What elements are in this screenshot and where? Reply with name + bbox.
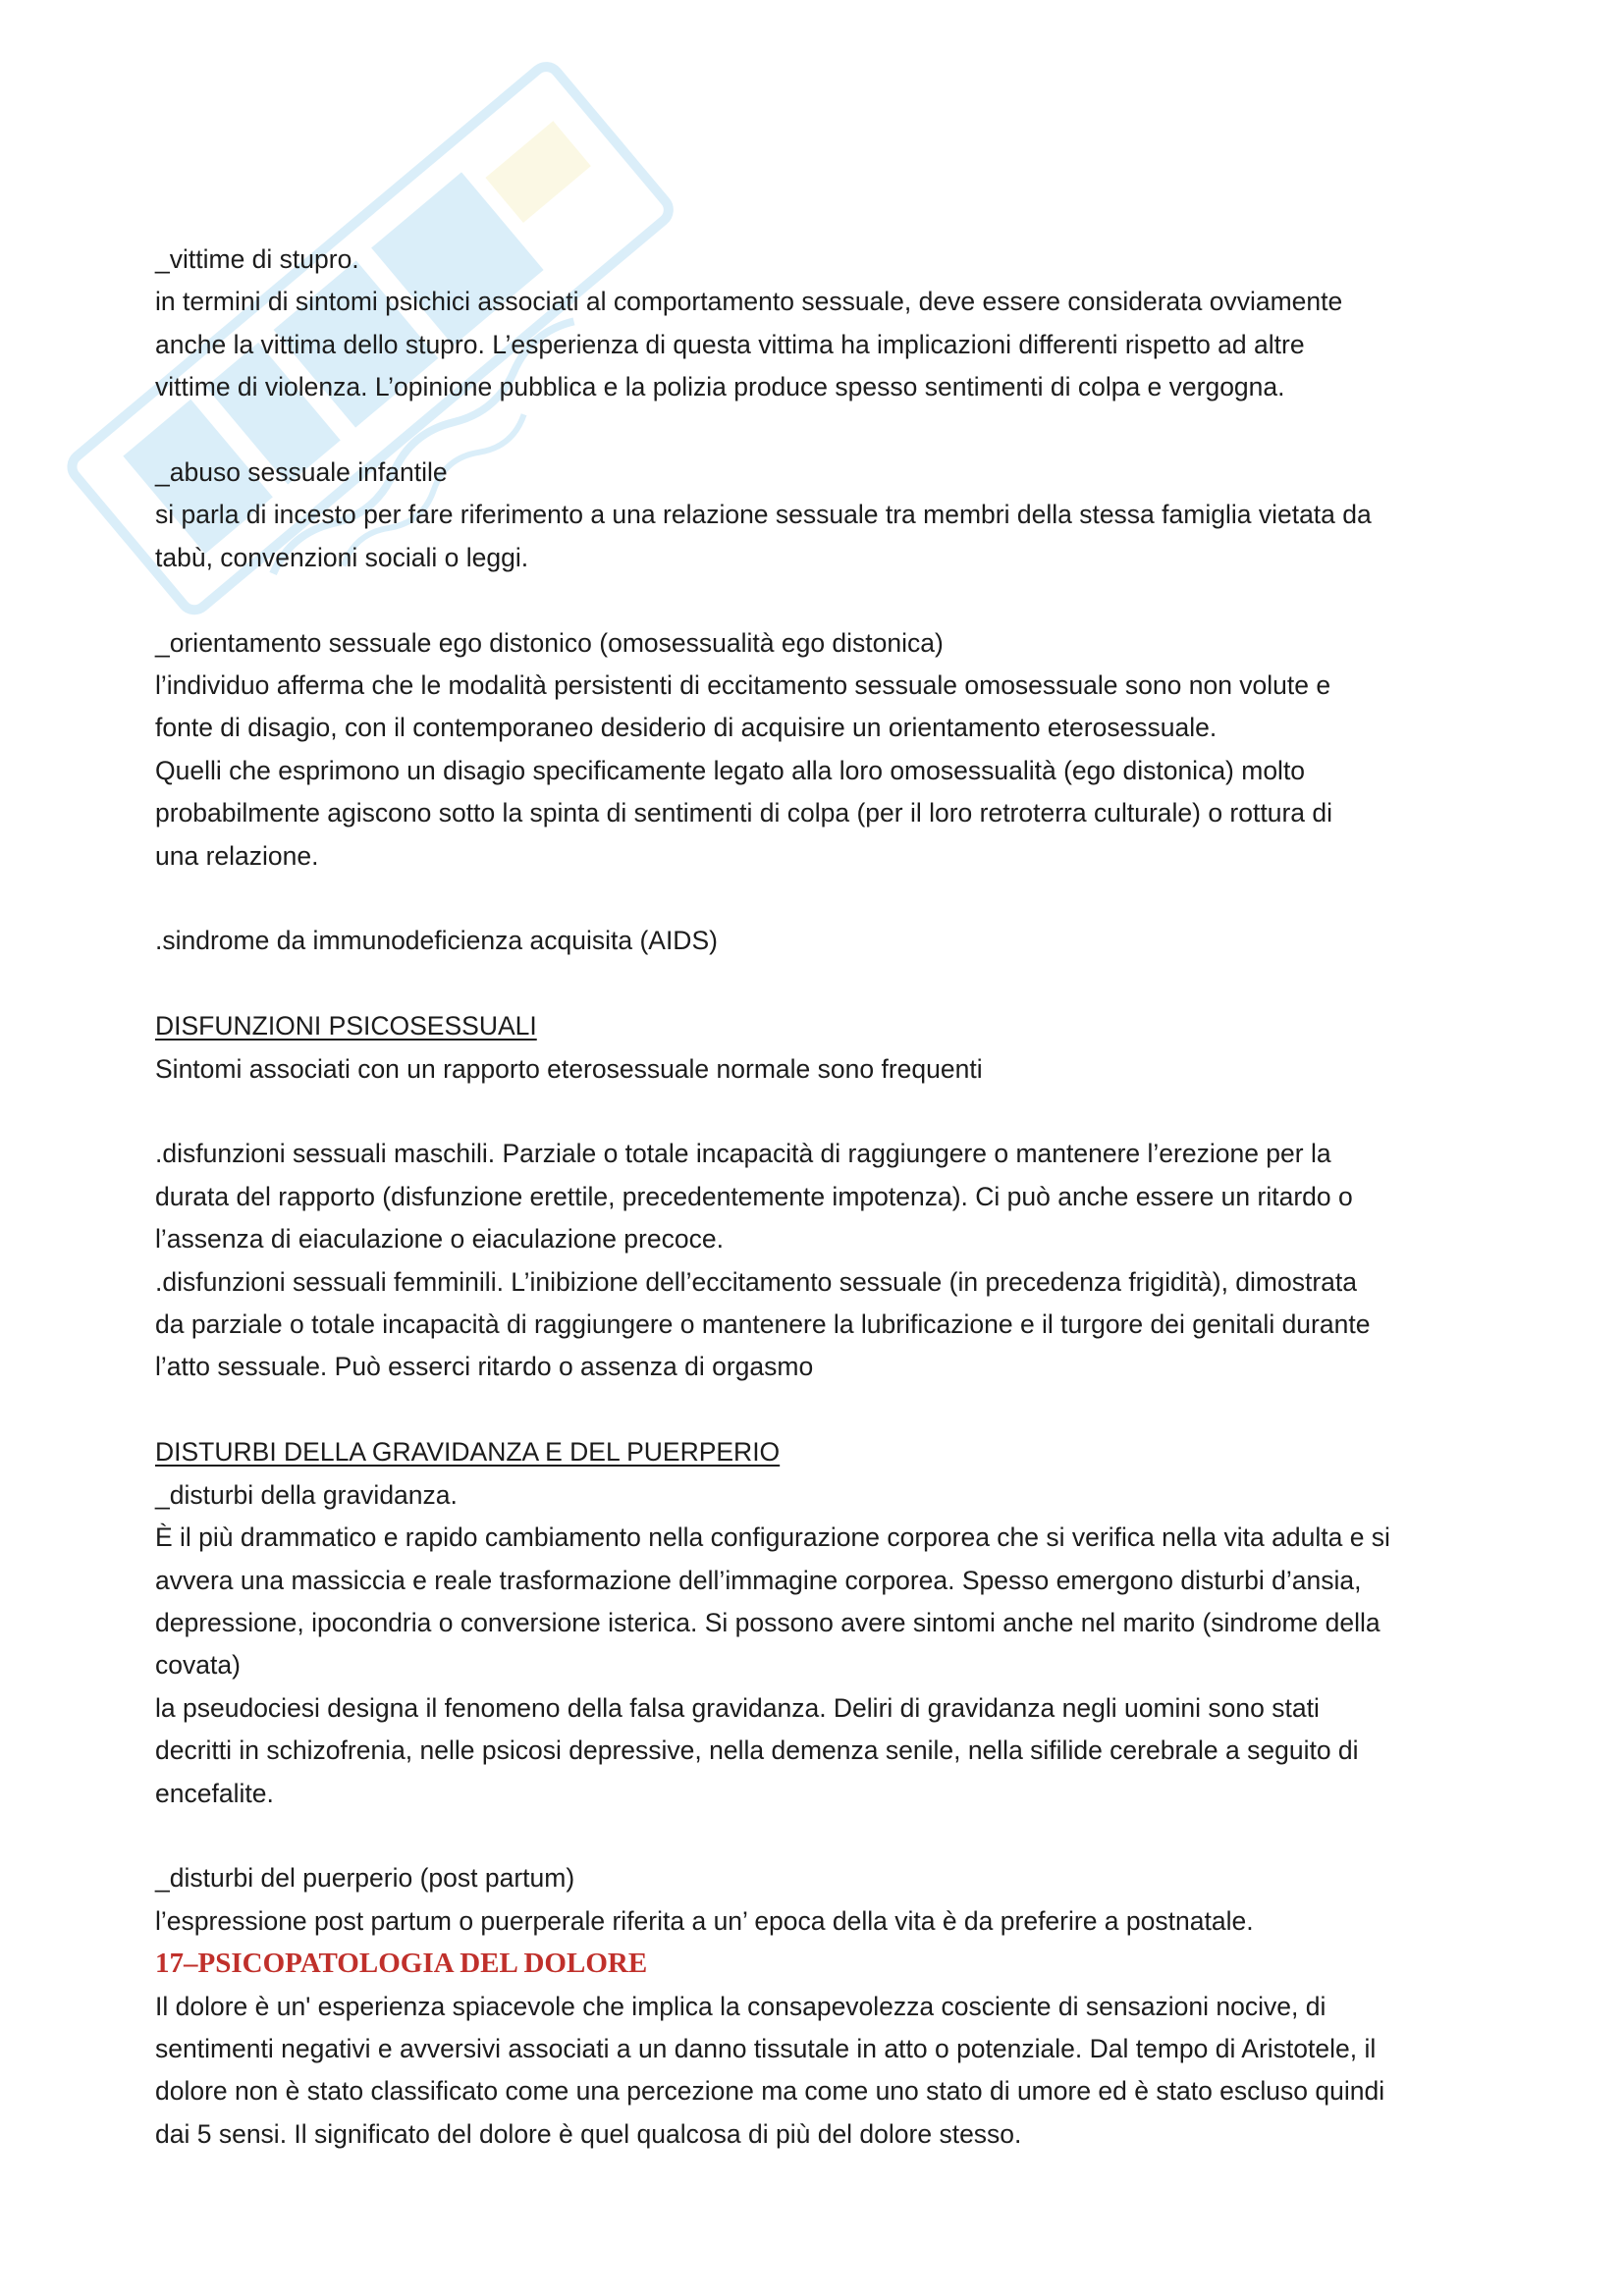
paragraph-line: È il più drammatico e rapido cambiamento nella configurazione corporea che si verifica nella vita adulta e si [155,1522,1390,1553]
paragraph-line: dolore non è stato classificato come una percezione ma come uno stato di umore ed è stato escluso quindi [155,2076,1385,2107]
subheading-rape-victims: _vittime di stupro. [155,244,359,274]
document-body [155,239,1481,2156]
paragraph-line: si parla di incesto per fare riferimento a una relazione sessuale tra membri della stessa famiglia vietata da [155,500,1372,530]
paragraph-line: l’espressione post partum o puerperale riferita a un’ epoca della vita è da preferire a postnatale. [155,1905,1254,1936]
paragraph-gap [155,409,1481,452]
watermark-highlight [485,121,591,223]
subheading-postpartum: _disturbi del puerperio (post partum) [155,1863,575,1894]
paragraph-line: vittime di violenza. L’opinione pubblica e la polizia produce spesso sentimenti di colpa e vergogna. [155,372,1285,402]
paragraph-line: sentimenti negativi e avversivi associati a un danno tissutale in atto o potenziale. Dal tempo di Aristotele, il [155,2033,1377,2063]
subheading-child-abuse: _abuso sessuale infantile [155,457,448,488]
paragraph-line: probabilmente agiscono sotto la spinta di sentimenti di colpa (per il loro retroterra culturale) o rottura di [155,798,1332,828]
section-heading-pregnancy: DISTURBI DELLA GRAVIDANZA E DEL PUERPERIO [155,1437,781,1468]
paragraph-line: anche la vittima dello stupro. L’esperienza di questa vittima ha implicazioni differenti rispetto ad altre [155,329,1305,359]
paragraph-line: Sintomi associati con un rapporto eterosessuale normale sono frequenti [155,1053,983,1084]
paragraph-line: avvera una massiccia e reale trasformazione dell’immagine corporea. Spesso emergono disturbi d’ansia, [155,1565,1362,1595]
section-heading-psychosexual: DISFUNZIONI PSICOSESSUALI [155,1011,537,1041]
paragraph-line: durata del rapporto (disfunzione erettile, precedentemente impotenza). Ci può anche essere un ritardo o [155,1181,1353,1211]
paragraph-line: .disfunzioni sessuali femminili. L’inibizione dell’eccitamento sessuale (in precedenza frigidità), dimostrata [155,1266,1358,1297]
paragraph-line: dai 5 sensi. Il significato del dolore è quel qualcosa di più del dolore stesso. [155,2118,1022,2149]
paragraph-line: in termini di sintomi psichici associati al comportamento sessuale, deve essere considerata ovviamente [155,287,1343,317]
paragraph-gap [155,1815,1481,1857]
paragraph-gap [155,1389,1481,1431]
paragraph-gap [155,579,1481,621]
paragraph-line: depressione, ipocondria o conversione isterica. Si possono avere sintomi anche nel marito (sindrome della [155,1607,1380,1637]
paragraph-line: la pseudociesi designa il fenomeno della falsa gravidanza. Deliri di gravidanza negli uomini sono stati [155,1692,1320,1723]
paragraph-line: .disfunzioni sessuali maschili. Parziale o totale incapacità di raggiungere o mantenere l’erezione per la [155,1139,1331,1169]
paragraph-line: covata) [155,1650,241,1681]
paragraph-gap [155,963,1481,1005]
paragraph-line: l’atto sessuale. Può esserci ritardo o assenza di orgasmo [155,1352,814,1382]
paragraph-gap [155,878,1481,920]
paragraph-line: encefalite. [155,1778,274,1808]
paragraph-line: Il dolore è un' esperienza spiacevole che implica la consapevolezza cosciente di sensazioni nocive, di [155,1991,1326,2021]
chapter-heading-pain: 17–PSICOPATOLOGIA DEL DOLORE [155,1948,648,1980]
paragraph-line: fonte di disagio, con il contemporaneo desiderio di acquisire un orientamento eterosessuale. [155,713,1218,743]
paragraph-line: decritti in schizofrenia, nelle psicosi depressive, nella demenza senile, nella sifilide cerebrale a seguito di [155,1735,1359,1766]
paragraph-line: una relazione. [155,840,319,871]
paragraph-line: tabù, convenzioni sociali o leggi. [155,542,529,572]
paragraph-line: Quelli che esprimono un disagio specificamente legato alla loro omosessualità (ego distonica) molto [155,755,1306,785]
paragraph-gap [155,1091,1481,1133]
subheading-ego-dystonic: _orientamento sessuale ego distonico (omosessualità ego distonica) [155,627,944,658]
paragraph-line: l’individuo afferma che le modalità persistenti di eccitamento sessuale omosessuale sono non volute e [155,670,1331,701]
subheading-aids: .sindrome da immunodeficienza acquisita (AIDS) [155,926,718,956]
paragraph-line: l’assenza di eiaculazione o eiaculazione precoce. [155,1224,724,1255]
subheading-pregnancy-disorders: _disturbi della gravidanza. [155,1479,458,1510]
paragraph-line: da parziale o totale incapacità di raggiungere o mantenere la lubrificazione e il turgore dei genitali durante [155,1309,1371,1340]
